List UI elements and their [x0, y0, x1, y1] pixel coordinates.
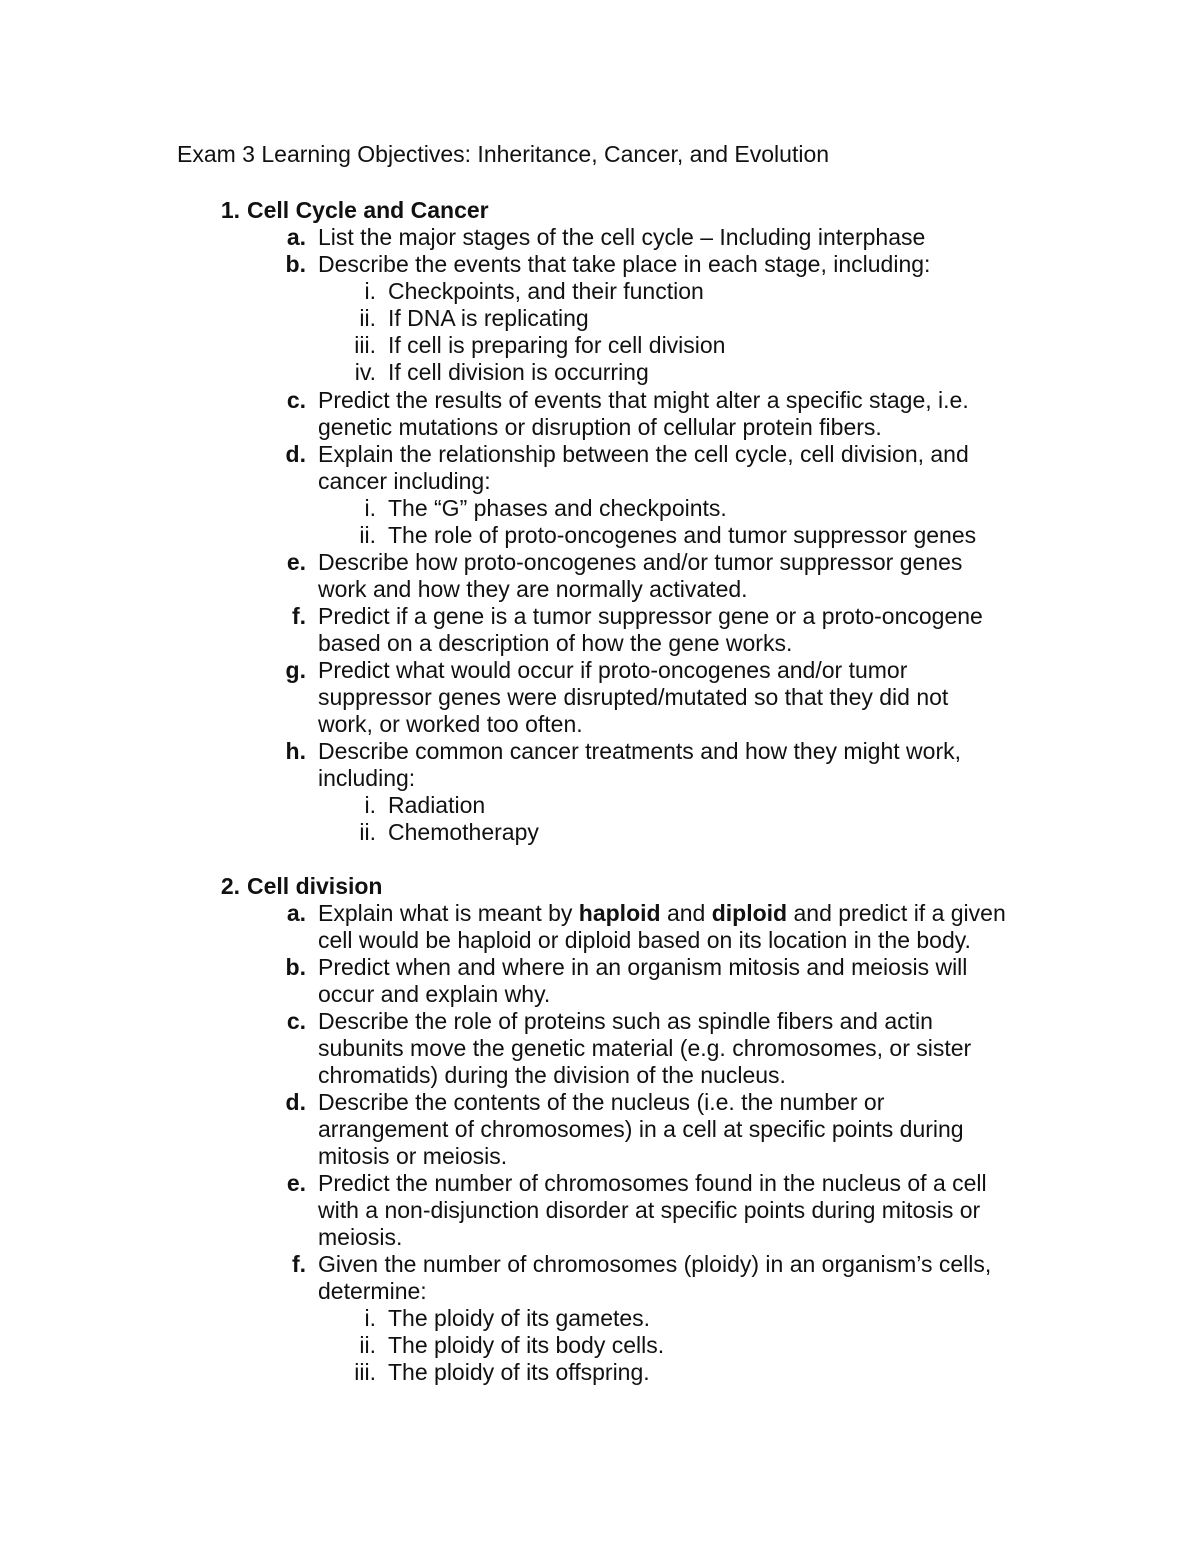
subitem-text: Radiation	[388, 792, 486, 818]
item-letter: c.	[286, 387, 306, 413]
item-letter: b.	[285, 251, 306, 277]
subitem-numeral: ii.	[359, 1332, 376, 1358]
item-text: including:	[318, 765, 416, 791]
item-text: with a non-disjunction disorder at specific points during mitosis or	[318, 1197, 981, 1223]
item-text: Describe the role of proteins such as spindle fibers and actin	[318, 1008, 933, 1034]
document-title: Exam 3 Learning Objectives: Inheritance, Cancer, and Evolution	[177, 141, 830, 167]
item-text: List the major stages of the cell cycle – Including interphase	[318, 224, 926, 250]
subitem-text: Chemotherapy	[388, 819, 539, 845]
subitem-numeral: ii.	[359, 305, 376, 331]
subitem-text: If DNA is replicating	[388, 305, 589, 331]
item-text: Explain the relationship between the cell cycle, cell division, and	[318, 441, 969, 467]
item-letter: e.	[286, 1170, 306, 1196]
item-text: Describe the contents of the nucleus (i.e. the number or	[318, 1089, 885, 1115]
subitem-text: The ploidy of its body cells.	[388, 1332, 665, 1358]
item-letter: d.	[285, 441, 306, 467]
item-text: determine:	[318, 1278, 427, 1304]
item-text: occur and explain why.	[318, 981, 551, 1007]
term-haploid: haploid	[578, 900, 661, 926]
item-letter: g.	[285, 657, 306, 683]
item-text: work, or worked too often.	[318, 711, 583, 737]
text-run: Explain what is meant by	[318, 900, 579, 926]
item-text: Predict the results of events that might alter a specific stage, i.e.	[318, 387, 969, 413]
item-text: based on a description of how the gene works.	[318, 630, 793, 656]
item-letter: h.	[285, 738, 306, 764]
subitem-numeral: iii.	[354, 332, 376, 358]
item-letter: a.	[286, 224, 306, 250]
item-text: Describe how proto-oncogenes and/or tumor suppressor genes	[318, 549, 963, 575]
section-heading: Cell division	[247, 873, 383, 899]
item-text: Predict when and where in an organism mitosis and meiosis will	[318, 954, 968, 980]
item-text: Predict if a gene is a tumor suppressor gene or a proto-oncogene	[318, 603, 983, 629]
item-text: arrangement of chromosomes) in a cell at specific points during	[318, 1116, 964, 1142]
text-run: and predict if a given	[787, 900, 1006, 926]
item-letter: b.	[285, 954, 306, 980]
subitem-text: The “G” phases and checkpoints.	[388, 495, 727, 521]
subitem-text: The ploidy of its offspring.	[388, 1359, 650, 1385]
term-diploid: diploid	[711, 900, 788, 926]
section-number: 1.	[220, 197, 240, 223]
item-letter: a.	[286, 900, 306, 926]
item-text: Describe the events that take place in each stage, including:	[318, 251, 931, 277]
subitem-text: The ploidy of its gametes.	[388, 1305, 651, 1331]
subitem-numeral: i.	[364, 278, 376, 304]
item-text: Describe common cancer treatments and how they might work,	[318, 738, 961, 764]
item-text	[318, 899, 1006, 927]
item-letter: c.	[286, 1008, 306, 1034]
item-text: meiosis.	[318, 1224, 403, 1250]
item-letter: d.	[285, 1089, 306, 1115]
subitem-text: Checkpoints, and their function	[388, 278, 704, 304]
text-run: and	[660, 900, 712, 926]
section-heading: Cell Cycle and Cancer	[247, 197, 489, 223]
subitem-numeral: iv.	[354, 359, 376, 385]
item-text: cell would be haploid or diploid based on its location in the body.	[318, 927, 971, 953]
subitem-numeral: i.	[364, 1305, 376, 1331]
item-letter: f.	[291, 1251, 306, 1277]
subitem-numeral: iii.	[354, 1359, 376, 1385]
item-letter: f.	[291, 603, 306, 629]
item-text: chromatids) during the division of the nucleus.	[318, 1062, 786, 1088]
item-text: work and how they are normally activated.	[318, 576, 748, 602]
section-number: 2.	[220, 873, 240, 899]
item-text: genetic mutations or disruption of cellular protein fibers.	[318, 414, 882, 440]
item-text: cancer including:	[318, 468, 491, 494]
subitem-text: The role of proto-oncogenes and tumor suppressor genes	[388, 522, 977, 548]
subitem-numeral: ii.	[359, 522, 376, 548]
subitem-text: If cell is preparing for cell division	[388, 332, 726, 358]
subitem-text: If cell division is occurring	[388, 359, 649, 385]
subitem-numeral: i.	[364, 495, 376, 521]
item-text: mitosis or meiosis.	[318, 1143, 508, 1169]
subitem-numeral: ii.	[359, 819, 376, 845]
item-letter: e.	[286, 549, 306, 575]
item-text: subunits move the genetic material (e.g. chromosomes, or sister	[318, 1035, 972, 1061]
item-text: Predict the number of chromosomes found in the nucleus of a cell	[318, 1170, 987, 1196]
item-text: suppressor genes were disrupted/mutated so that they did not	[318, 684, 949, 710]
item-text: Given the number of chromosomes (ploidy) in an organism’s cells,	[318, 1251, 992, 1277]
subitem-numeral: i.	[364, 792, 376, 818]
item-text: Predict what would occur if proto-oncogenes and/or tumor	[318, 657, 908, 683]
